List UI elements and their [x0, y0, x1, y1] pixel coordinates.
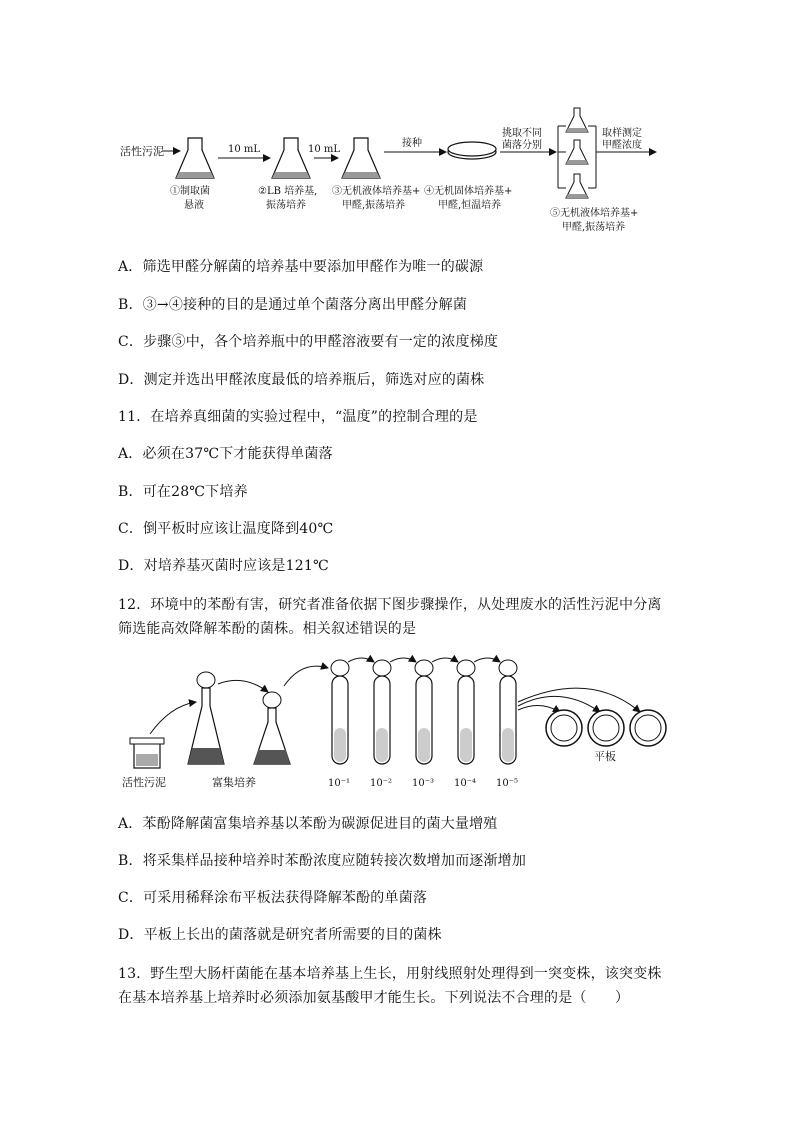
- dilution-tube-2: [373, 660, 391, 764]
- enrichment-label: 富集培养: [212, 776, 256, 789]
- flask-5-middle: [566, 140, 588, 164]
- q11-stem: 11．在培养真细菌的实验过程中，“温度”的控制合理的是: [118, 409, 478, 425]
- flask3-caption-1: ③无机液体培养基+: [332, 186, 421, 197]
- tube-label-5: 10⁻⁵: [496, 778, 519, 789]
- plate-2: [588, 710, 624, 746]
- q12-option-b: B．将采集样品接种培养时苯酚浓度应随转接次数增加而逐渐增加: [118, 853, 527, 869]
- arrow1-label: 10 mL: [228, 144, 261, 155]
- dilution-tube-4: [457, 660, 475, 764]
- flask-3: [342, 138, 380, 178]
- dilution-tube-5: [499, 660, 517, 764]
- enrichment-flask-2: [254, 692, 290, 764]
- dish-caption-1: ④无机固体培养基+: [424, 186, 513, 197]
- q12-option-d: D．平板上长出的菌落就是研究者所需要的目的菌株: [118, 927, 442, 943]
- petri-dish: [448, 142, 496, 159]
- q10-option-a: A．筛选甲醛分解菌的培养基中要添加甲醛作为唯一的碳源: [118, 259, 484, 275]
- flask-5-top: [566, 108, 588, 132]
- plate-3: [630, 710, 666, 746]
- dish-caption-2: 甲醛,恒温培养: [438, 200, 502, 211]
- flask3-caption-2: 甲醛,振荡培养: [342, 200, 406, 211]
- figure-phenol-enrichment: [120, 650, 680, 800]
- tube-label-4: 10⁻⁴: [454, 778, 477, 789]
- q11-option-b: B．可在28℃下培养: [118, 484, 248, 500]
- dilution-tube-1: [331, 660, 349, 764]
- tube-label-3: 10⁻³: [412, 778, 435, 789]
- q12-option-a: A．苯酚降解菌富集培养基以苯酚为碳源促进目的菌大量增殖: [118, 816, 498, 832]
- flask-1: [176, 138, 214, 178]
- q11-option-d: D．对培养基灭菌时应该是121℃: [118, 558, 329, 574]
- q12-stem-line-1: 12．环境中的苯酚有害，研究者准备依据下图步骤操作，从处理废水的活性污泥中分离: [118, 597, 662, 613]
- flask5-caption-1: ⑤无机液体培养基+: [550, 208, 639, 219]
- arrow3-label: 接种: [402, 138, 422, 149]
- dilution-tube-3: [415, 660, 433, 764]
- q12-option-c: C．可采用稀释涂布平板法获得降解苯酚的单菌落: [118, 890, 428, 906]
- measure-label-2: 甲醛浓度: [602, 140, 642, 151]
- q10-option-c: C．步骤⑤中，各个培养瓶中的甲醛溶液要有一定的浓度梯度: [118, 334, 499, 350]
- flask2-caption-1: ②LB 培养基,: [258, 186, 318, 197]
- q10-option-b: B．③→④接种的目的是通过单个菌落分离出甲醛分解菌: [118, 297, 468, 313]
- tube-label-1: 10⁻¹: [328, 778, 351, 789]
- flask-2: [272, 138, 310, 178]
- q12-stem-line-2: 筛选能高效降解苯酚的菌株。相关叙述错误的是: [118, 621, 417, 637]
- plate-1: [546, 710, 582, 746]
- sludge-label: 活性污泥: [122, 776, 166, 789]
- q11-option-a: A．必须在37℃下才能获得单菌落: [118, 446, 333, 462]
- measure-label-1: 取样测定: [602, 128, 642, 139]
- tube-label-2: 10⁻²: [370, 778, 393, 789]
- sludge-label: 活性污泥: [120, 145, 164, 158]
- q13-stem-line-1: 13．野生型大肠杆菌能在基本培养基上生长，用射线照射处理得到一突变株，该突变株: [118, 966, 662, 982]
- flask1-caption-2: 悬液: [184, 200, 204, 211]
- flask-5-bottom: [566, 174, 588, 198]
- sludge-beaker: [130, 738, 164, 768]
- flask1-caption-1: ①制取菌: [170, 186, 210, 197]
- flask5-caption-2: 甲醛,振荡培养: [562, 222, 626, 233]
- enrichment-flask-1: [188, 672, 224, 764]
- arrow2-label: 10 mL: [308, 144, 341, 155]
- q13-stem-line-2: 在基本培养基上培养时必须添加氨基酸甲才能生长。下列说法不合理的是（ ）: [118, 990, 630, 1006]
- plate-label: 平板: [594, 750, 616, 763]
- figure-formaldehyde-workflow: [110, 100, 670, 240]
- q10-option-d: D．测定并选出甲醛浓度最低的培养瓶后，筛选对应的菌株: [118, 372, 485, 388]
- flask2-caption-2: 振荡培养: [266, 200, 306, 211]
- q11-option-c: C．倒平板时应该让温度降到40℃: [118, 521, 334, 537]
- pick-label-2: 菌落分别: [502, 140, 542, 151]
- pick-label-1: 挑取不同: [502, 128, 542, 139]
